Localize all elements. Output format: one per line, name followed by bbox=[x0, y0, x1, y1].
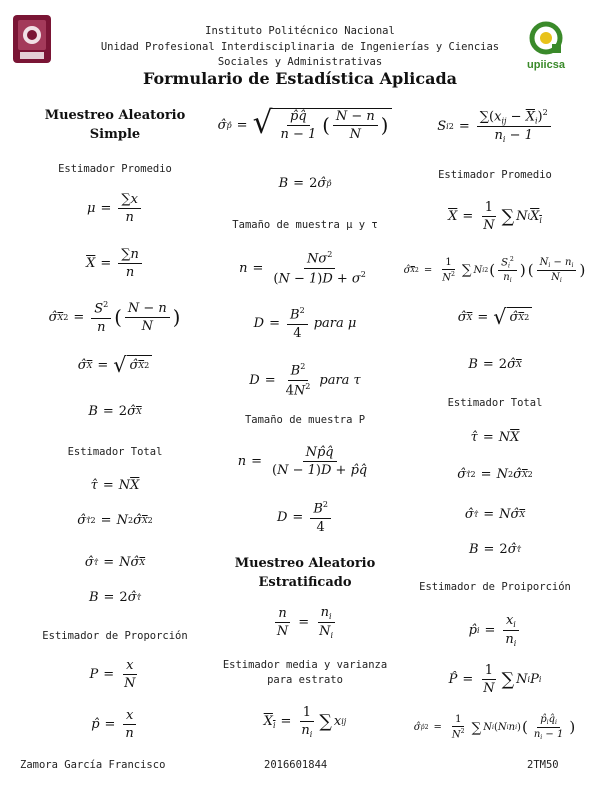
formula-P: P = $\frac{x}{N}$ bbox=[89, 658, 136, 691]
formula-bound-tau: B = 2 σ̂ τ̂ bbox=[88, 590, 142, 605]
formula-n-ratio: $\frac{n}{N}$ = $\frac{n_i}{N_i}$ bbox=[276, 605, 334, 640]
formula-n-mu-tau: n = $\frac{N\sigma^2}{(N - 1)D + \sigma^2}$ bbox=[239, 250, 366, 287]
label-estimador-promedio-estratificado: Estimador Promedio bbox=[438, 169, 552, 181]
label-estimador-proporcion: Estimador de Proporción bbox=[42, 630, 188, 642]
formula-sd-tau-estratificado: σ̂ τ̂ = Nσ̂ $\overline{X}$ bbox=[464, 507, 526, 522]
formula-bound-xbar: B = 2 σ̂ $\overline{X}$ bbox=[88, 404, 142, 419]
formula-xbar-estratificado: $\overline{X}$ = $\frac{1}{N}$ ∑ N i $X_i$ bbox=[448, 200, 542, 233]
section-muestreo-aleatorio-simple: Muestreo Aleatorio Simple bbox=[44, 108, 186, 142]
formula-sd-tau: σ̂ τ̂ = Nσ̂ $\overline{X}$ bbox=[84, 555, 146, 570]
formula-p-hat-i: p̂ i = $\frac{x_i}{n_i}$ bbox=[400, 613, 590, 648]
formula-P-hat-estratificado: P̂ = $\frac{1}{N}$ ∑ N i P i bbox=[448, 663, 542, 696]
formula-var-tau-estratificado: σ̂ τ̂ 2 = N 2 σ̂ $\overline{X}$ 2 bbox=[457, 467, 533, 482]
formula-D-p: D = $\frac{B^2}{4}$ bbox=[210, 500, 400, 535]
label-tamano-muestra-mu-tau: Tamaño de muestra μ y τ bbox=[232, 219, 378, 231]
page-title: Formulario de Estadística Aplicada bbox=[142, 69, 458, 88]
label-tamano-muestra-p: Tamaño de muestra P bbox=[244, 414, 366, 426]
footer-author: Zamora García Francisco bbox=[20, 759, 166, 771]
unit-name-cont: Sociales y Administrativas bbox=[217, 56, 383, 68]
formula-n-p: n = $\frac{Np̂q̂}{(N - 1)D + p̂q̂}$ bbox=[237, 445, 368, 478]
label-estimador-proporcion-estratificado: Estimador de Proiporción bbox=[419, 581, 571, 593]
formula-bound-tau-estratificado: B = 2 σ̂ τ̂ bbox=[468, 542, 522, 557]
formula-sd-xbar: σ̂ $\overline{X}$ = √ σ̂ $\overline{X}$ 2 bbox=[20, 355, 210, 376]
formula-D-tau: D = $\frac{B^2}{4N^2}$ para τ bbox=[249, 362, 361, 399]
footer-student-id: 2016601844 bbox=[264, 759, 328, 771]
formula-tau-estratificado: τ̂ = N $\overline{X}$ bbox=[470, 430, 520, 445]
formula-var-P-hat-estratificado: σ̂ p̂ 2 = $\frac{1}{N^2}$ ∑ N i ( N i n i ) ( $\frac{p̂_iq̂_i}{n_i - 1}$ ) bbox=[413, 714, 576, 742]
label-estimador-total: Estimador Total bbox=[67, 446, 163, 458]
institution-name: Instituto Politécnico Nacional bbox=[205, 25, 395, 37]
formula-s-i-squared: S i 2 = $\frac{\sum(x_{ij} - \overline{X}_i)^2}{n_i - 1}$ bbox=[400, 108, 590, 144]
formula-var-tau: σ̂ τ̂ 2 = N 2 σ̂ $\overline{X}$ 2 bbox=[77, 513, 153, 528]
formula-p-hat: p̂ = $\frac{x}{n}$ bbox=[20, 708, 210, 741]
label-estimador-total-estratificado: Estimador Total bbox=[447, 397, 543, 409]
formula-sd-xbar-estratificado: σ̂ $\overline{X}$ = √ σ̂ $\overline{X}$ 2 bbox=[400, 307, 590, 328]
unit-name: Unidad Profesional Interdisciplinaria de Ingenierías y Ciencias bbox=[100, 41, 500, 53]
formula-xbar-i: $X_i$ = $\frac{1}{n_i}$ ∑ x ij bbox=[263, 705, 347, 739]
section-muestreo-aleatorio-estratificado: Muestreo Aleatorio Estratificado bbox=[234, 556, 376, 590]
formula-D-mu: D = $\frac{B^2}{4}$ para μ bbox=[253, 306, 357, 341]
formula-var-xbar-estratificado: σ̂ $\overline{X}$ 2 = $\frac{1}{N^2}$ ∑ N i 2 ( $\frac{S_i^2}{n_i}$ ) ( $\frac{N_i - n_i}{N_i}$ ) bbox=[403, 256, 586, 285]
formula-xbar: $\overline{X}$ = $\frac{\sum n}{n}$ bbox=[20, 247, 210, 280]
upiicsa-logo-text: upiicsa bbox=[527, 59, 565, 71]
formula-bound-p-hat: B = 2 σ̂ p̂ bbox=[278, 176, 332, 191]
label-estimador-media-varianza: Estimador media y varianza para estrato bbox=[222, 659, 388, 686]
formula-tau: τ̂ = N $\overline{X}$ bbox=[90, 478, 140, 493]
formula-var-xbar: σ̂ $\overline{X}$ 2 = $\frac{S^2}{n}$ ( $\frac{N - n}{N}$ ) bbox=[48, 300, 181, 335]
formula-bound-xbar-estratificado: B = 2 σ̂ $\overline{X}$ bbox=[468, 357, 522, 372]
formula-mu: μ = $\frac{\sum x}{n}$ bbox=[20, 192, 210, 225]
footer-group: 2TM50 bbox=[527, 759, 559, 771]
label-estimador-promedio: Estimador Promedio bbox=[58, 163, 172, 175]
formula-sd-p-hat: σ̂ p̂ = √ $\frac{p̂q̂}{n - 1}$ ( $\frac{N - n}{N}$ ) bbox=[210, 108, 400, 142]
